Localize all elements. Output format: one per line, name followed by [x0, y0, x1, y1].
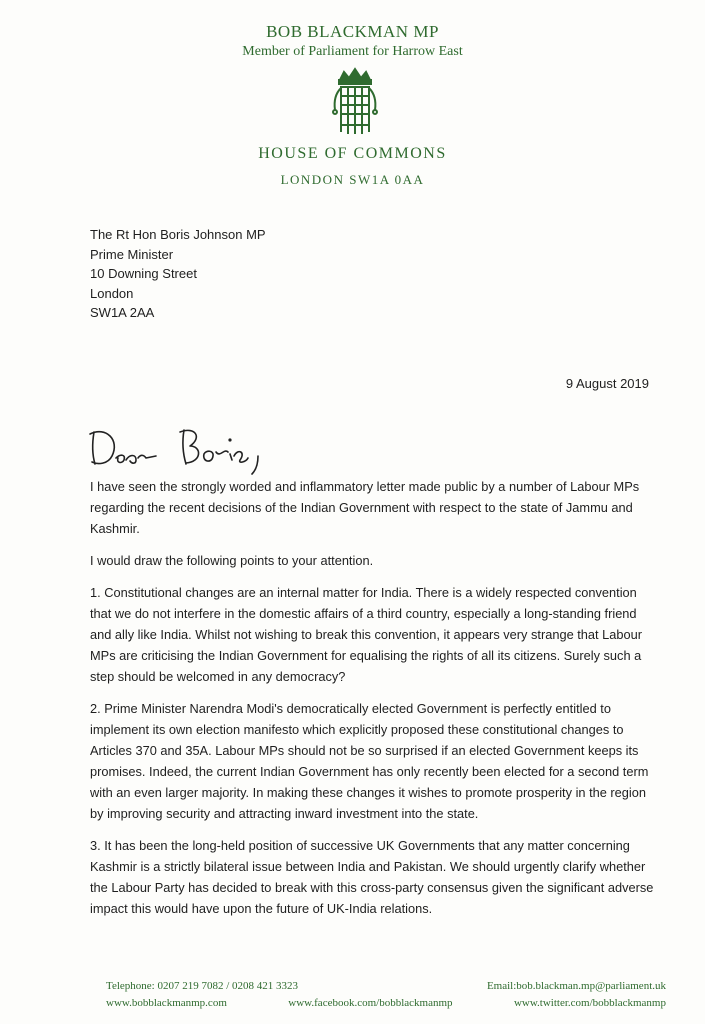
recipient-line: Prime Minister — [90, 246, 174, 262]
footer-twitter[interactable]: www.twitter.com/bobblackmanmp — [513, 997, 666, 1009]
footer-email[interactable]: Email:bob.blackman.mp@parliament.uk — [486, 980, 666, 992]
house-of-commons: HOUSE OF COMMONS — [258, 145, 447, 162]
letter-body — [90, 476, 660, 930]
footer-facebook[interactable]: www.facebook.com/bobblackmanmp — [288, 997, 453, 1009]
paragraph: 3. It has been the long-held position of successive UK Governments that any matter concerning Kashmir is a strictly bilateral issue between India and Pakistan. We should urgently clarify whether the Labour Party has decided to break with this cross-party consensus given the significant adverse impact this would have upon the future of UK-India relations. — [90, 838, 654, 916]
paragraph: 1. Constitutional changes are an internal matter for India. There is a widely respected convention that we do not interfere in the domestic affairs of a third country, especially a long-standing friend and ally like India. Whilst not wishing to break this convention, it appears very strange that Labour MPs are criticising the Indian Government for equalising the rights of all its citizens. Surely such a step should be welcomed in any democracy? — [90, 585, 642, 684]
letter-date: 9 August 2019 — [565, 376, 649, 391]
mp-name: BOB BLACKMAN MP — [266, 22, 439, 41]
letter-footer — [106, 980, 666, 1014]
footer-website[interactable]: www.bobblackmanmp.com — [106, 997, 227, 1009]
footer-telephone: Telephone: 0207 219 7082 / 0208 421 3323 — [106, 980, 299, 992]
recipient-line: London — [90, 285, 134, 301]
handwritten-salutation — [86, 418, 276, 478]
recipient-line: 10 Downing Street — [90, 266, 197, 281]
paragraph: I have seen the strongly worded and inflammatory letter made public by a number of Labour MPs regarding the recent decisions of the Indian Government with respect to the state of Jammu and Kashmir. — [90, 479, 640, 536]
paragraph: I would draw the following points to your attention. — [90, 553, 374, 568]
portcullis-icon — [330, 66, 380, 138]
london-address: LONDON SW1A 0AA — [280, 172, 425, 187]
recipient-line: SW1A 2AA — [90, 305, 155, 320]
constituency-subtitle: Member of Parliament for Harrow East — [242, 44, 463, 59]
paragraph: 2. Prime Minister Narendra Modi's democratically elected Government is perfectly entitled to implement its own election manifesto which explicitly proposed these constitutional changes to Articles 370 and 35A. Labour MPs should not be so surprised if an elected Government keeps its promises. Indeed, the current Indian Government has only recently been elected for a second term with an even larger majority. In making these changes it wishes to promote prosperity in the region by improving security and attracting inward investment into the state. — [90, 701, 649, 821]
recipient-address — [90, 225, 266, 323]
recipient-line: The Rt Hon Boris Johnson MP — [90, 227, 266, 242]
